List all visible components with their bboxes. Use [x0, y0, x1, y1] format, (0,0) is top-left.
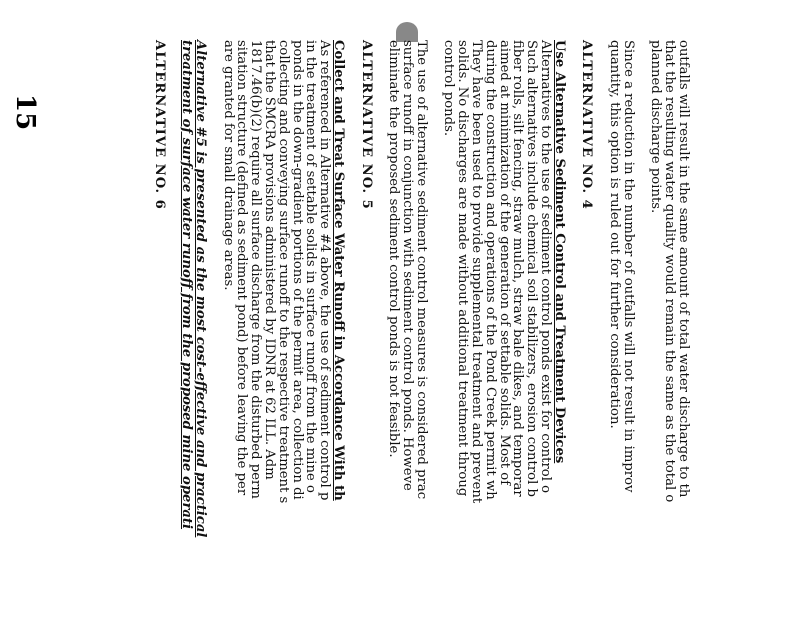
- emphasis-line: Alternative #5 is presented as the most cost-effective and practical: [193, 40, 209, 538]
- body-text-line: The use of alternative sediment control measures is considered prac: [413, 40, 429, 500]
- paragraph-gap: [566, 40, 580, 618]
- page-number: 15: [10, 94, 40, 131]
- body-text-line: solids. No discharges are made without additional treatment throug: [455, 40, 471, 497]
- paragraph-gap: [207, 40, 221, 618]
- subsection-title: Collect and Treat Surface Water Runoff in Accordance With th: [331, 40, 347, 501]
- body-text-line: Such alternatives include chemical soil stabilizers, erosion control b: [524, 40, 540, 497]
- section-heading: ALTERNATIVE NO. 4: [579, 40, 595, 210]
- body-text-line: Alternatives to the use of sediment control ponds exist for control o: [538, 40, 554, 494]
- rotated-document-text: [152, 40, 690, 618]
- body-text-line: eliminate the proposed sediment control ponds is not feasible.: [386, 40, 402, 458]
- body-text-line: control ponds.: [441, 40, 457, 137]
- body-text-line: collecting and conveying surface runoff to the respective treatment s: [275, 40, 291, 504]
- body-text-line: They have been used to provide supplemental treatment and prevent: [469, 40, 485, 504]
- paragraph-gap: [373, 40, 387, 618]
- paragraph-gap: [166, 40, 180, 618]
- body-text-line: are granted for small drainage areas.: [220, 40, 236, 291]
- body-text-line: fiber rolls, silt fencing, straw mulch, straw bale dikes, and temporar: [510, 40, 526, 497]
- paragraph-gap: [428, 40, 442, 618]
- body-text-line: sitation structure (defined as sediment pond) before leaving the per: [234, 40, 250, 496]
- body-text-line: during the construction and operations of the Pond Creek permit wh: [482, 40, 498, 500]
- body-text-line: quantity, this option is ruled out for further consideration.: [607, 40, 623, 429]
- paragraph-gap: [345, 40, 359, 618]
- section-heading: ALTERNATIVE NO. 6: [151, 40, 167, 210]
- emphasis-line: treatment of surface water runoff from the proposed mine operati: [179, 40, 195, 530]
- body-text-line: that the resulting water quality would remain the same as the total o: [662, 40, 678, 503]
- body-text-line: planned discharge points.: [648, 40, 664, 214]
- body-text-line: As referenced in Alternative #4 above, the use of sediment control p: [317, 40, 333, 501]
- body-text-line: in the treatment of settable solids in surface runoff from the mine o: [303, 40, 319, 493]
- body-text-line: 1817.46(b)(2) require all surface discharge from the disturbed perm: [248, 40, 264, 499]
- body-text-line: outfalls will result in the same amount of total water discharge to th: [676, 40, 691, 498]
- subsection-title: Use Alternative Sediment Control and Treatment Devices: [551, 40, 567, 464]
- paragraph-gap: [593, 40, 607, 618]
- binder-hole: [396, 22, 418, 42]
- body-text-line: Since a reduction in the number of outfalls will not result in improv: [620, 40, 636, 493]
- body-text-line: ponds in the down-gradient portions of the permit area, collection di: [289, 40, 305, 500]
- section-heading: ALTERNATIVE NO. 5: [358, 40, 374, 210]
- body-text-line: surface runoff in conjunction with sediment control ponds. Howeve: [400, 40, 416, 491]
- body-text-line: that the SMCRA provisions administered by IDNR at 62 ILL. Adm: [262, 40, 278, 480]
- paragraph-gap: [635, 40, 649, 618]
- body-text-line: aimed at minimization of the generation of settable solids. Most of: [496, 40, 512, 486]
